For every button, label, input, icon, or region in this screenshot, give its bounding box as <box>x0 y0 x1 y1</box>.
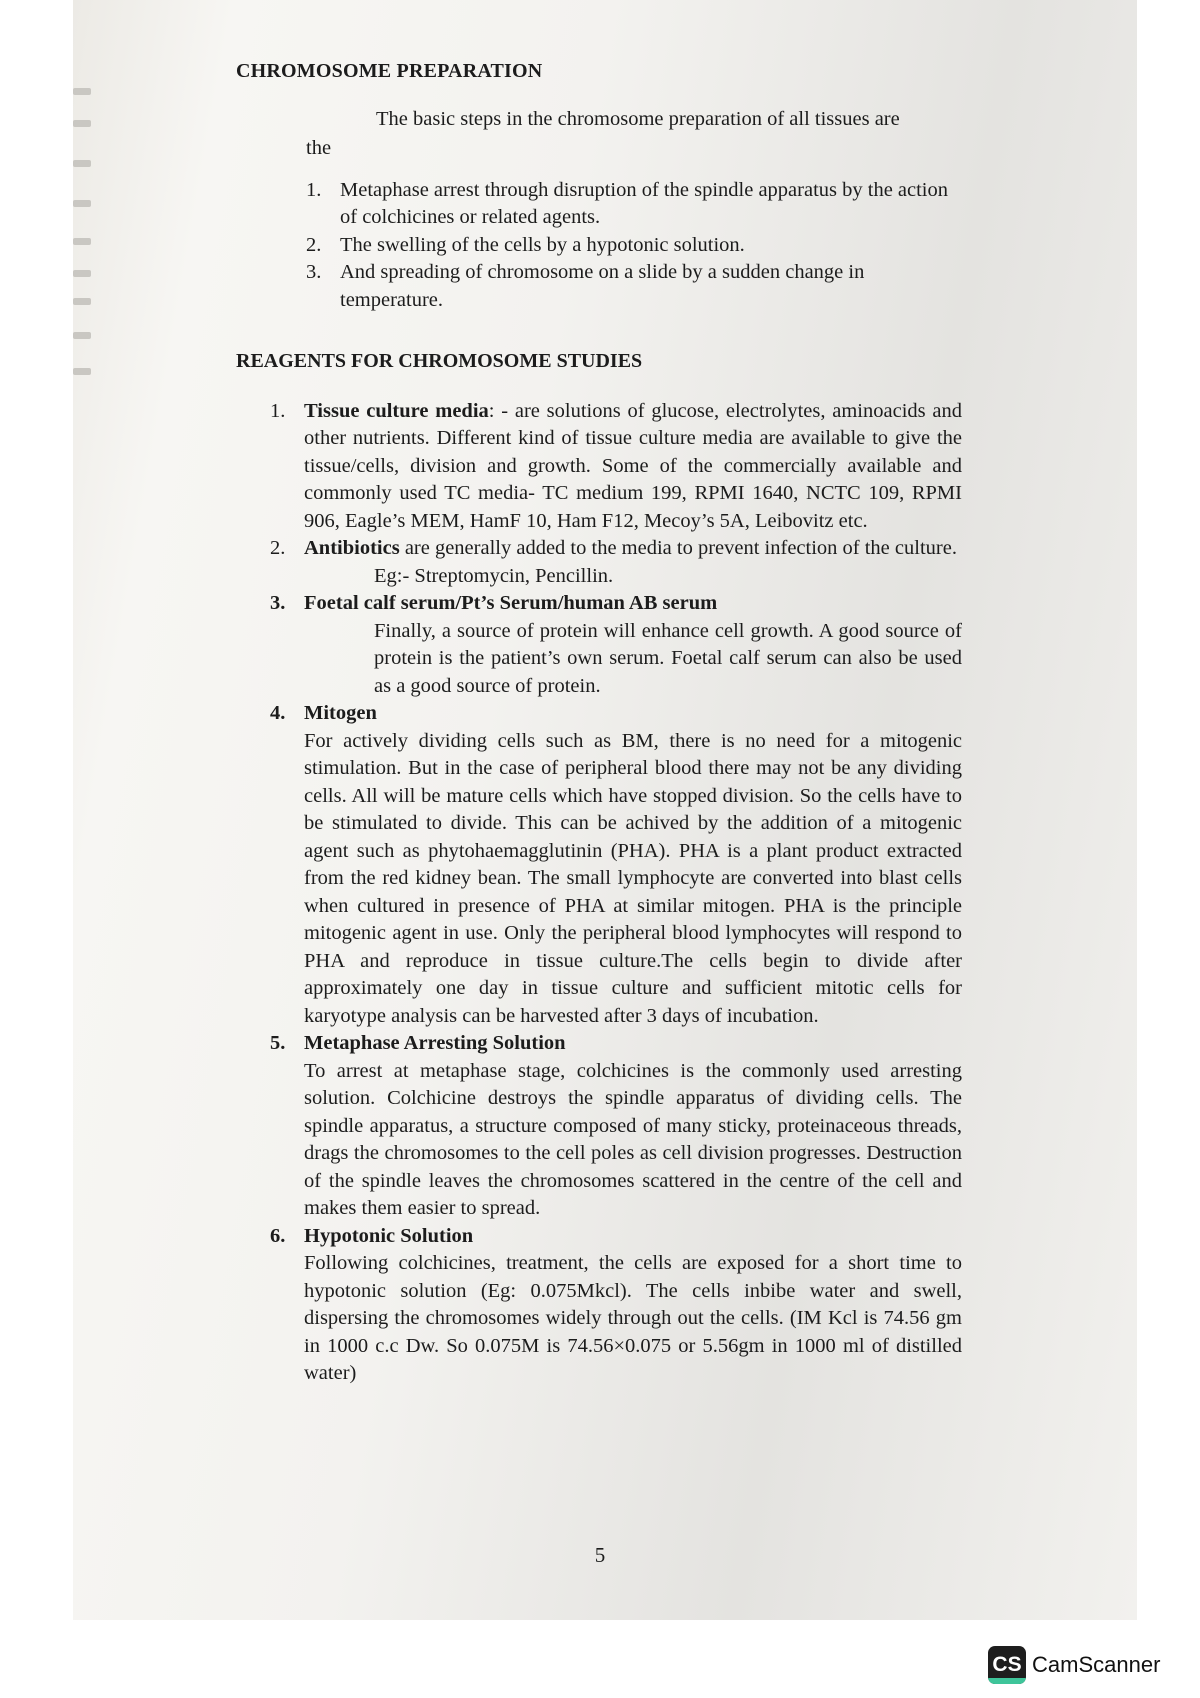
list-item-number: 5. <box>270 1032 286 1054</box>
intro-text-continuation: the <box>306 137 332 159</box>
list-item-number: 1. <box>270 399 286 422</box>
list-item-text: The swelling of the cells by a hypotonic solution. <box>340 233 745 256</box>
page-number: 5 <box>594 1543 606 1567</box>
reagent-description: For actively dividing cells such as BM, there is no need for a mitogenic stimulation. But in the case of peripheral blood there may not be any dividing cells. All will be mature cells which have stopped division. So the cells have to be stimulated to divide. This can be achived by the addition of a mitogenic agent such as phytohaemagglutinin (PHA). PHA is a plant product extracted from the red kidney bean. The small lymphocyte are converted into blast cells when cultured in presence of PHA at similar mitogen. PHA is the principle mitogenic agent in use. Only the peripheral blood lymphocytes will respond to PHA and reproduce in tissue culture.The cells begin to divide after approximately one day in tissue culture and sufficient mitotic cells for karyotype analysis can be harvested after 3 days of incubation. <box>304 729 962 1027</box>
page-title: CHROMOSOME PREPARATION <box>236 60 543 82</box>
intro-text: The basic steps in the chromosome preparation of all tissues are <box>376 107 900 130</box>
document-body <box>236 58 962 1388</box>
reagent-description: : - are solutions of glucose, electrolytes, aminoacids and other nutrients. Different kind of tissue culture media are available to give the tissue/cells, division and growth. Some of the commercially available and commonly used TC media- TC medium 199, RPMI 1640, NCTC 109, RPMI 906, Eagle’s MEM, HamF 10, Ham F12, Mecoy’s 5A, Leibovitz etc. <box>304 399 963 532</box>
reagent-term: Mitogen <box>304 702 377 724</box>
reagent-term: Antibiotics <box>304 537 400 559</box>
list-item-number: 4. <box>270 702 286 724</box>
reagent-term: Metaphase Arresting Solution <box>304 1032 566 1054</box>
reagent-term: Hypotonic Solution <box>304 1224 474 1247</box>
list-item-number: 6. <box>270 1224 286 1247</box>
reagent-description: are generally added to the media to prevent infection of the culture. <box>399 537 957 559</box>
list-item-number: 3. <box>270 592 286 614</box>
basic-steps-list <box>306 177 962 315</box>
camscanner-logo-icon: CS <box>988 1646 1026 1684</box>
list-item <box>306 232 962 260</box>
reagent-description: To arrest at metaphase stage, colchicines is the commonly used arresting solution. Colchicine destroys the spindle apparatus of dividing cells. The spindle apparatus, a structure composed of many sticky, proteinaceous threads, drags the chromosomes to the cell poles as cell division progresses. Destruction of the spindle leaves the chromosomes scattered in the centre of the cell and makes them easier to spread. <box>304 1059 962 1219</box>
section-heading: REAGENTS FOR CHROMOSOME STUDIES <box>236 350 643 372</box>
reagent-description: Following colchicines, treatment, the cells are exposed for a short time to hypotonic solution (Eg: 0.075Mkcl). The cells inbibe water and swell, dispersing the chromosomes widely through out the cells. (IM Kcl is 74.56 gm in 1000 c.c Dw. So 0.075M is 74.56×0.075 or 5.56gm in 1000 ml of distilled water) <box>304 1252 962 1384</box>
camscanner-wordmark: CamScanner <box>1032 1652 1161 1677</box>
list-item <box>306 259 962 314</box>
list-item-number: 1. <box>306 178 322 201</box>
list-item <box>306 177 962 232</box>
list-item <box>270 398 962 536</box>
list-item <box>270 1223 962 1388</box>
list-item <box>270 535 962 590</box>
reagent-term: Foetal calf serum/Pt’s Serum/human AB serum <box>304 592 718 614</box>
reagent-example: Eg:- Streptomycin, Pencillin. <box>374 564 614 587</box>
camscanner-watermark <box>988 1646 1160 1684</box>
list-item <box>270 1030 962 1223</box>
binding-edge-marks <box>73 0 95 400</box>
list-item <box>270 700 962 1030</box>
list-item-number: 2. <box>270 537 286 559</box>
list-item <box>270 590 962 700</box>
reagent-description: Finally, a source of protein will enhance cell growth. A good source of protein is the patient’s own serum. Foetal calf serum can also be used as a good source of protein. <box>374 619 962 697</box>
list-item-text: And spreading of chromosome on a slide by a sudden change in temperature. <box>340 261 865 311</box>
list-item-number: 2. <box>306 233 322 256</box>
reagent-term: Tissue culture media <box>304 399 489 422</box>
reagents-list <box>270 398 962 1388</box>
list-item-text: Metaphase arrest through disruption of the spindle apparatus by the action of colchicines or related agents. <box>340 178 949 228</box>
list-item-number: 3. <box>306 261 322 283</box>
